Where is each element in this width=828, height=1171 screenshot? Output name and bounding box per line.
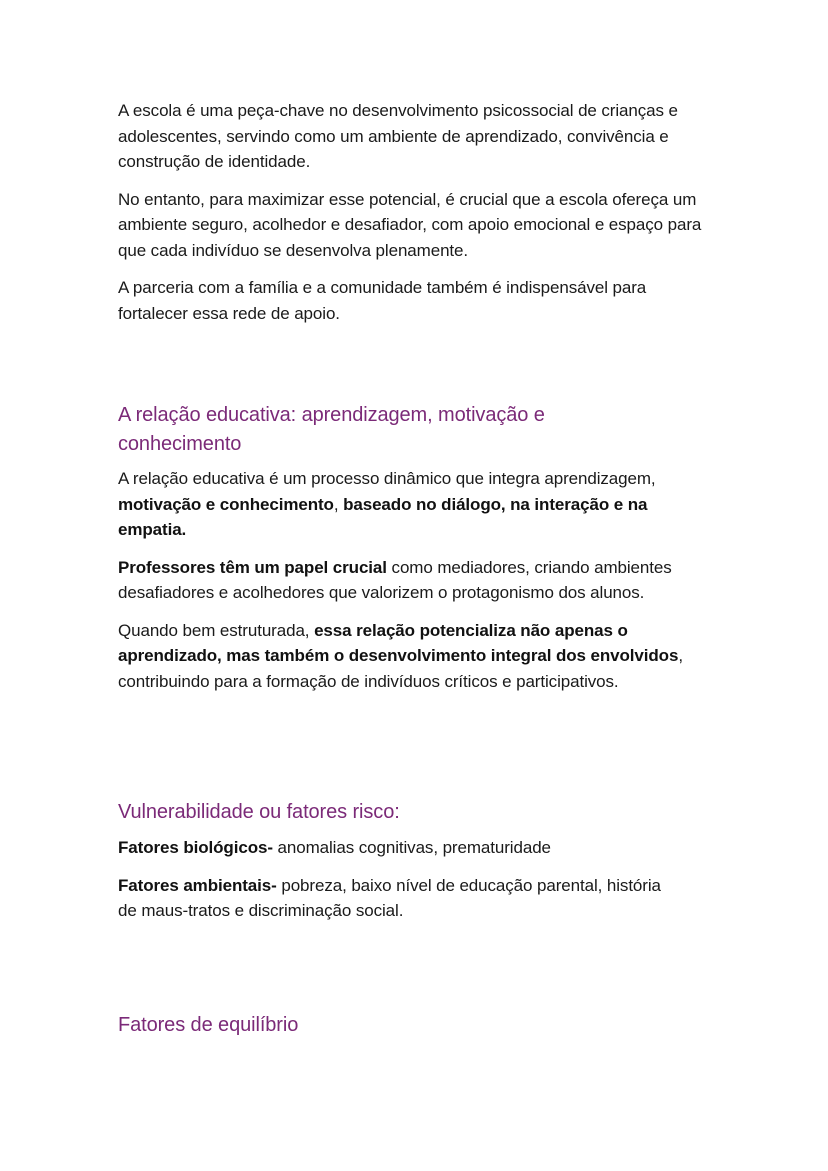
text: A escola é uma peça-chave no desenvolvimento psicossocial de crianças e adolescentes, servindo como um ambiente de aprendizado, convivência e construção de identidade. <box>118 101 678 171</box>
section-heading: A relação educativa: aprendizagem, motivação e conhecimento <box>118 404 545 455</box>
text: Quando bem estruturada, <box>118 620 315 640</box>
text: A parceria com a família e a comunidade também é indispensável para fortalecer essa rede de apoio. <box>118 278 647 323</box>
bold-text: Fatores ambientais- <box>118 875 277 895</box>
section-heading: Vulnerabilidade ou fatores risco: <box>118 801 400 823</box>
text: como mediadores, criando ambientes desafiadores e acolhedores que valorizem o protagonismo dos alunos. <box>118 557 672 602</box>
text: anomalias cognitivas, prematuridade <box>272 838 551 857</box>
section-relacao-educativa <box>118 401 718 706</box>
section-fatores-equilibrio <box>118 1011 718 1040</box>
paragraph <box>118 466 718 543</box>
paragraph <box>118 835 718 861</box>
bold-text: Fatores biológicos- <box>118 838 273 857</box>
text: No entanto, para maximizar esse potencial, é crucial que a escola ofereça um ambiente seguro, acolhedor e desafiador, com apoio emocional e espaço para que cada indivíduo se desenvolva plenamente. <box>118 189 702 260</box>
text: , <box>333 494 344 514</box>
section-vulnerabilidade <box>118 798 718 936</box>
bold-text: Professores têm um papel crucial <box>118 557 387 577</box>
bold-text: motivação e conhecimento <box>118 494 334 514</box>
paragraph <box>118 555 718 606</box>
bold-text: baseado no diálogo, na interação e na empatia. <box>118 494 648 539</box>
paragraph <box>118 873 678 924</box>
paragraph <box>118 275 718 326</box>
text: pobreza, baixo nível de educação parental, história de maus-tratos e discriminação social. <box>118 875 661 920</box>
paragraph <box>118 618 718 695</box>
section-heading: Fatores de equilíbrio <box>118 1014 299 1036</box>
paragraph <box>118 98 718 175</box>
intro-section <box>118 98 718 338</box>
text: , contribuindo para a formação de indivíduos críticos e participativos. <box>118 646 683 691</box>
bold-text: essa relação potencializa não apenas o aprendizado, mas também o desenvolvimento integral dos envolvidos <box>118 620 679 665</box>
text: A relação educativa é um processo dinâmico que integra aprendizagem, <box>118 469 656 488</box>
paragraph <box>118 187 718 264</box>
